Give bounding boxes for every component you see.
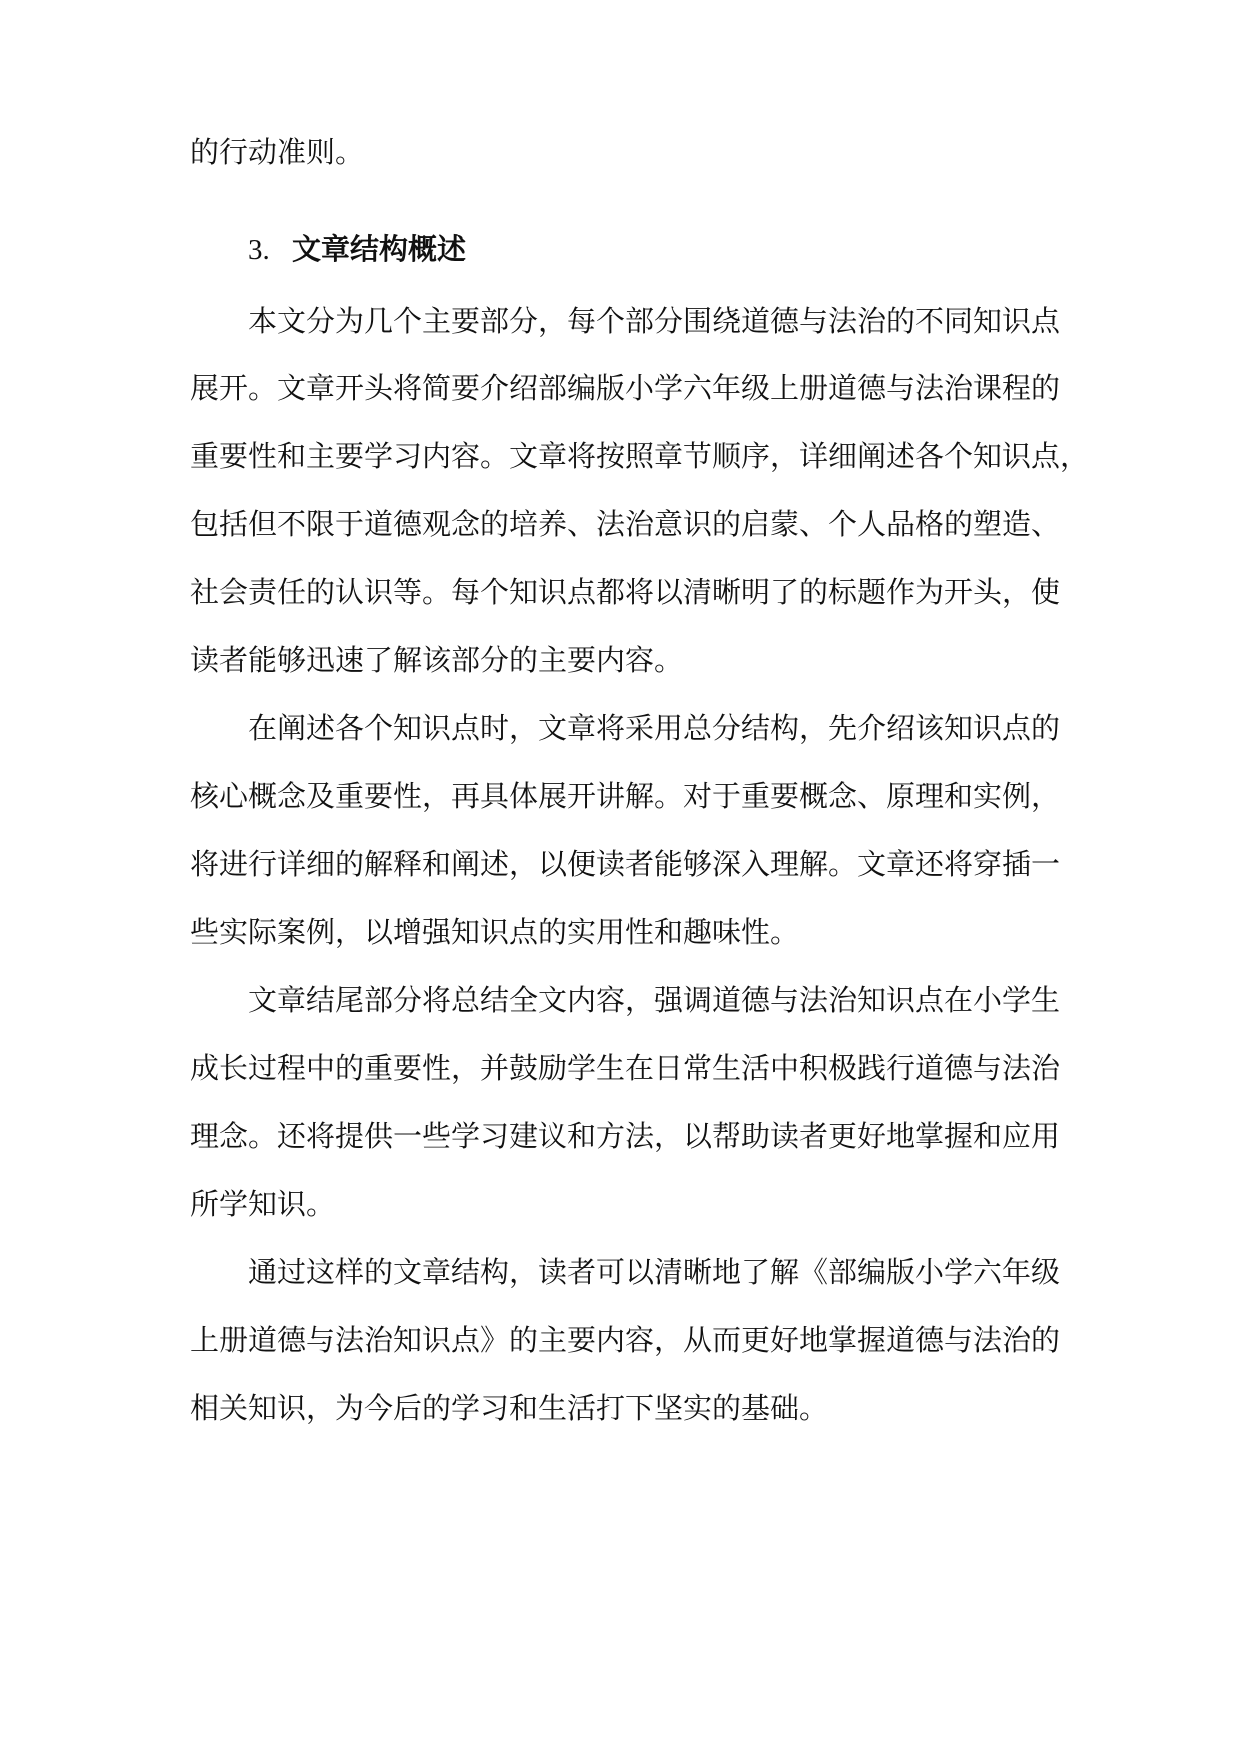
- section-heading: [248, 229, 466, 270]
- paragraph-3-line-3: 理念。还将提供一些学习建议和方法，以帮助读者更好地掌握和应用: [190, 1119, 1061, 1153]
- paragraph-3-line-1: 文章结尾部分将总结全文内容，强调道德与法治知识点在小学生: [248, 983, 1061, 1017]
- paragraph-1-line-4: 包括但不限于道德观念的培养、法治意识的启蒙、个人品格的塑造、: [190, 507, 1061, 541]
- paragraph-1-line-2: 展开。文章开头将简要介绍部编版小学六年级上册道德与法治课程的: [190, 371, 1061, 405]
- paragraph-1-line-3: 重要性和主要学习内容。文章将按照章节顺序，详细阐述各个知识点，: [190, 439, 1090, 473]
- paragraph-4-line-1: 通过这样的文章结构，读者可以清晰地了解《部编版小学六年级: [248, 1255, 1061, 1289]
- paragraph-3-line-2: 成长过程中的重要性，并鼓励学生在日常生活中积极践行道德与法治: [190, 1051, 1061, 1085]
- paragraph-2-line-1: 在阐述各个知识点时，文章将采用总分结构，先介绍该知识点的: [248, 711, 1061, 745]
- paragraph-3-line-4: 所学知识。: [190, 1187, 336, 1221]
- paragraph-1-line-1: 本文分为几个主要部分，每个部分围绕道德与法治的不同知识点: [248, 304, 1061, 338]
- paragraph-2-line-4: 些实际案例，以增强知识点的实用性和趣味性。: [190, 915, 800, 949]
- paragraph-2-line-3: 将进行详细的解释和阐述，以便读者能够深入理解。文章还将穿插一: [190, 847, 1061, 881]
- paragraph-1-line-6: 读者能够迅速了解该部分的主要内容。: [190, 643, 684, 677]
- paragraph-4-line-3: 相关知识，为今后的学习和生活打下坚实的基础。: [190, 1391, 829, 1425]
- section-title: 文章结构概述: [292, 232, 467, 266]
- paragraph-4-line-2: 上册道德与法治知识点》的主要内容，从而更好地掌握道德与法治的: [190, 1323, 1061, 1357]
- continued-line: 的行动准则。: [190, 135, 365, 169]
- paragraph-1-line-5: 社会责任的认识等。每个知识点都将以清晰明了的标题作为开头，使: [190, 575, 1061, 609]
- paragraph-2-line-2: 核心概念及重要性，再具体展开讲解。对于重要概念、原理和实例，: [190, 779, 1061, 813]
- section-number: 3.: [248, 234, 270, 266]
